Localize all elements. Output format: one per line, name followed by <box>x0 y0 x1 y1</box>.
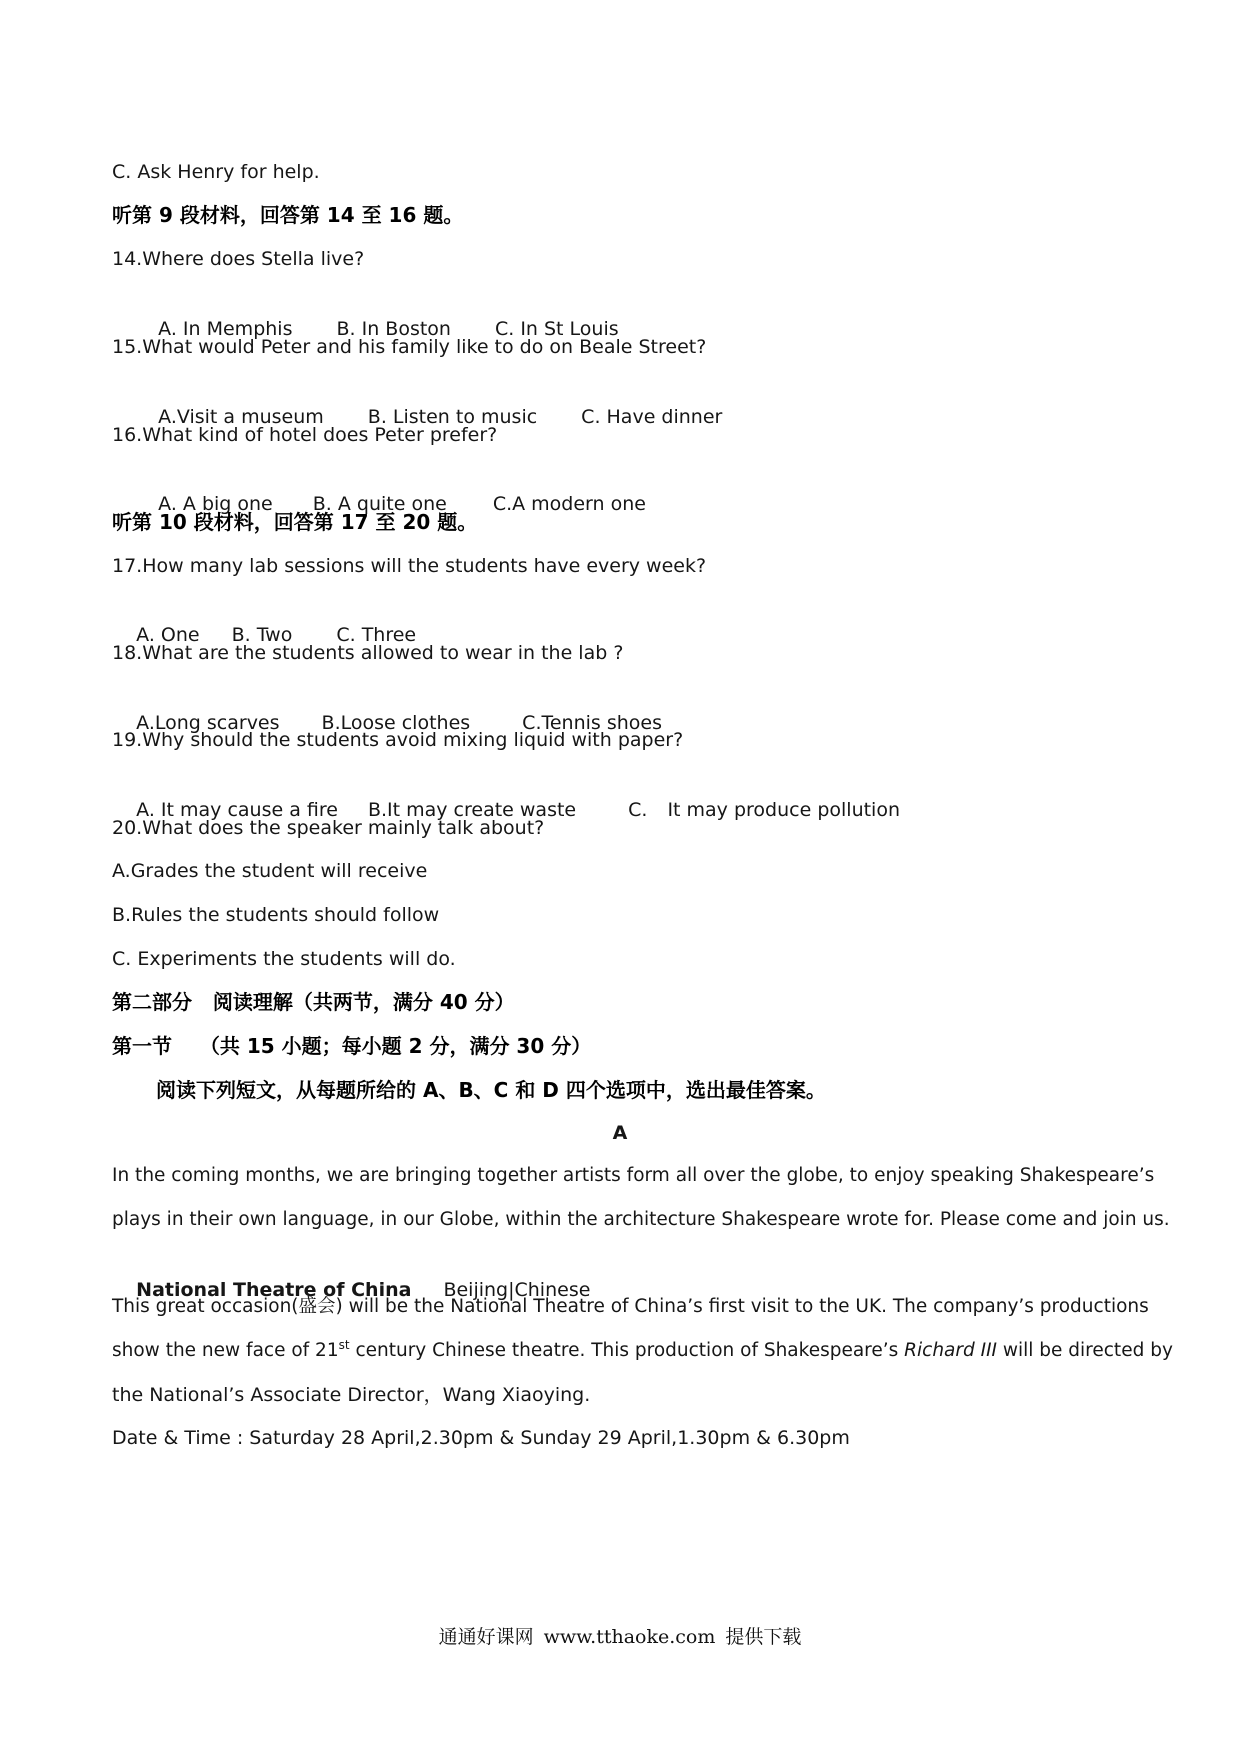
q18-option-c: C.Tennis shoes <box>522 712 662 734</box>
passage-body-line2 <box>112 1338 1173 1364</box>
q19-option-a: A. It may cause a fire <box>136 799 338 821</box>
theatre-name: National Theatre of China <box>136 1279 412 1301</box>
q20-option-c: C. Experiments the students will do. <box>112 948 456 970</box>
q17-option-b: B. Two <box>231 624 293 646</box>
q16-option-c: C.A modern one <box>492 493 646 515</box>
reading-instruction: 阅读下列短文，从每题所给的 A、B、C 和 D 四个选项中，选出最佳答案。 <box>156 1078 826 1102</box>
q15-question: 15.What would Peter and his family like to do on Beale Street? <box>112 336 707 358</box>
page-footer <box>0 1622 1240 1649</box>
q20-question: 20.What does the speaker mainly talk about? <box>112 817 545 839</box>
q18-option-a: A.Long scarves <box>136 712 280 734</box>
body2-text-start: show the new face of 21 <box>112 1340 339 1361</box>
q13-option-c: C. Ask Henry for help. <box>112 161 320 183</box>
q15-option-c: C. Have dinner <box>581 406 723 428</box>
footer-url[interactable]: www.tthaoke.com <box>543 1626 716 1648</box>
q18-question: 18.What are the students allowed to wear in the lab ? <box>112 642 624 664</box>
footer-site-name: 通通好课网 <box>438 1626 534 1648</box>
q17-option-a: A. One <box>136 624 200 646</box>
footer-note: 提供下载 <box>725 1626 802 1648</box>
q16-option-b: B. A quite one <box>312 493 447 515</box>
part2-heading: 第二部分 阅读理解（共两节，满分 40 分） <box>112 990 515 1014</box>
q14-option-c: C. In St Louis <box>494 318 619 340</box>
q16-option-a: A. A big one <box>158 493 273 515</box>
section-10-heading: 听第 10 段材料，回答第 17 至 20 题。 <box>112 510 478 534</box>
q14-option-b: B. In Boston <box>336 318 451 340</box>
passage-intro-line1: In the coming months, we are bringing together artists form all over the globe, to enjoy speaking Shakespeare’s <box>112 1165 1155 1186</box>
passage-intro-line2: plays in their own language, in our Globe, within the architecture Shakespeare wrote for. Please come and join us. <box>112 1209 1170 1230</box>
section1-heading: 第一节 （共 15 小题；每小题 2 分，满分 30 分） <box>112 1034 592 1058</box>
q17-option-c: C. Three <box>336 624 417 646</box>
passage-body-line3: the National’s Associate Director，Wang Xiaoying. <box>112 1384 591 1406</box>
q18-option-b: B.Loose clothes <box>321 712 471 734</box>
body2-text-end: will be directed by <box>996 1340 1173 1361</box>
q14-option-a: A. In Memphis <box>158 318 293 340</box>
passage-body-line1: This great occasion(盛会) will be the National Theatre of China’s first visit to the UK. The company’s productions <box>112 1296 1149 1317</box>
q20-option-b: B.Rules the students should follow <box>112 904 440 926</box>
q19-option-c-letter: C. <box>628 799 648 821</box>
play-title: Richard III <box>904 1340 997 1361</box>
passage-label: A <box>612 1122 628 1144</box>
section-9-heading: 听第 9 段材料，回答第 14 至 16 题。 <box>112 203 464 227</box>
q17-question: 17.How many lab sessions will the students have every week? <box>112 555 707 577</box>
q19-question: 19.Why should the students avoid mixing liquid with paper? <box>112 729 684 751</box>
q19-option-b: B.It may create waste <box>367 799 577 821</box>
theatre-place: Beijing|Chinese <box>443 1279 591 1301</box>
q15-option-b: B. Listen to music <box>367 406 538 428</box>
q20-option-a: A.Grades the student will receive <box>112 860 428 882</box>
passage-datetime: Date & Time : Saturday 28 April,2.30pm & Sunday 29 April,1.30pm & 6.30pm <box>112 1427 850 1449</box>
q15-option-a: A.Visit a museum <box>158 406 324 428</box>
body2-text-mid: century Chinese theatre. This production of Shakespeare’s <box>349 1340 905 1361</box>
q14-question: 14.Where does Stella live? <box>112 248 365 270</box>
q16-question: 16.What kind of hotel does Peter prefer? <box>112 424 498 446</box>
q19-option-c-text: It may produce pollution <box>667 799 901 821</box>
ordinal-superscript: st <box>338 1337 350 1352</box>
